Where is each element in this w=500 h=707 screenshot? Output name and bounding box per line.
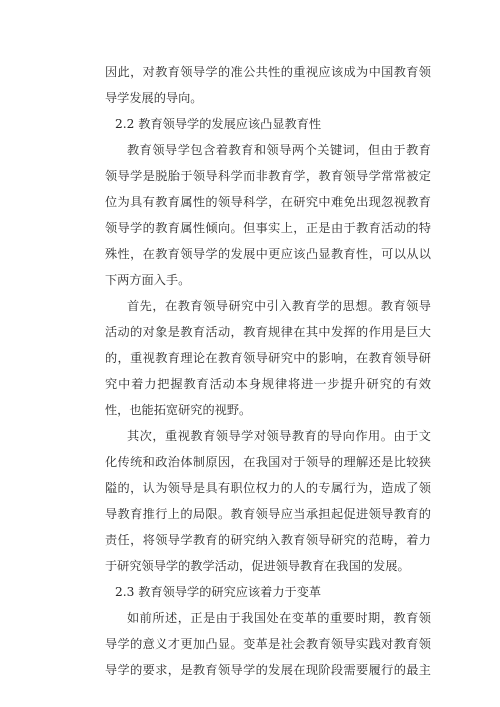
paragraph-line: 领导学的教育属性倾向。但事实上，正是由于教育活动的特 xyxy=(105,221,431,235)
paragraph-line: 导教育推行上的局限。教育领导应当承担起促进领导教育的 xyxy=(105,507,431,521)
paragraph-line: 其次，重视教育领导学对领导教育的导向作用。由于文 xyxy=(127,429,431,443)
paragraph-line: 下两方面入手。 xyxy=(105,273,191,287)
paragraph-line: 的，重视教育理论在教育领导研究中的影响，在教育领导研 xyxy=(105,351,431,365)
paragraph-line: 化传统和政治体制原因，在我国对于领导的理解还是比较狭 xyxy=(105,455,431,469)
paragraph-line: 责任，将领导学教育的研究纳入教育领导研究的范畴，着力 xyxy=(105,533,431,547)
section-heading-2-3: 2.3 教育领导学的研究应该着力于变革 xyxy=(115,585,322,599)
paragraph-line: 教育领导学包含着教育和领导两个关键词，但由于教育 xyxy=(127,143,431,157)
paragraph-line: 导学的要求，是教育领导学的发展在现阶段需要履行的最主 xyxy=(105,663,431,677)
paragraph-line: 于研究领导学的教学活动，促进领导教育在我国的发展。 xyxy=(105,559,410,573)
paragraph-line: 隘的，认为领导是具有职位权力的人的专属行为，造成了领 xyxy=(105,481,431,495)
paragraph-line: 首先，在教育领导研究中引入教育学的思想。教育领导 xyxy=(127,299,431,313)
paragraph-line: 活动的对象是教育活动，教育规律在其中发挥的作用是巨大 xyxy=(105,325,431,339)
paragraph-line: 领导学是脱胎于领导科学而非教育学，教育领导学常常被定 xyxy=(105,169,431,183)
paragraph-line: 究中着力把握教育活动本身规律将进一步提升研究的有效 xyxy=(105,377,431,391)
paragraph-line: 因此，对教育领导学的准公共性的重视应该成为中国教育领 xyxy=(105,65,431,79)
paragraph-line: 性，也能拓宽研究的视野。 xyxy=(105,403,252,417)
paragraph-line: 位为具有教育属性的领导科学，在研究中难免出现忽视教育 xyxy=(105,195,431,209)
paragraph-line: 殊性，在教育领导学的发展中更应该凸显教育性，可以从以 xyxy=(105,247,431,261)
paragraph-line: 导学的意义才更加凸显。变革是社会教育领导实践对教育领 xyxy=(105,637,431,651)
paragraph-line: 如前所述，正是由于我国处在变革的重要时期，教育领 xyxy=(127,611,431,625)
paragraph-line: 导学发展的导向。 xyxy=(105,91,203,105)
section-heading-2-2: 2.2 教育领导学的发展应该凸显教育性 xyxy=(115,117,322,131)
